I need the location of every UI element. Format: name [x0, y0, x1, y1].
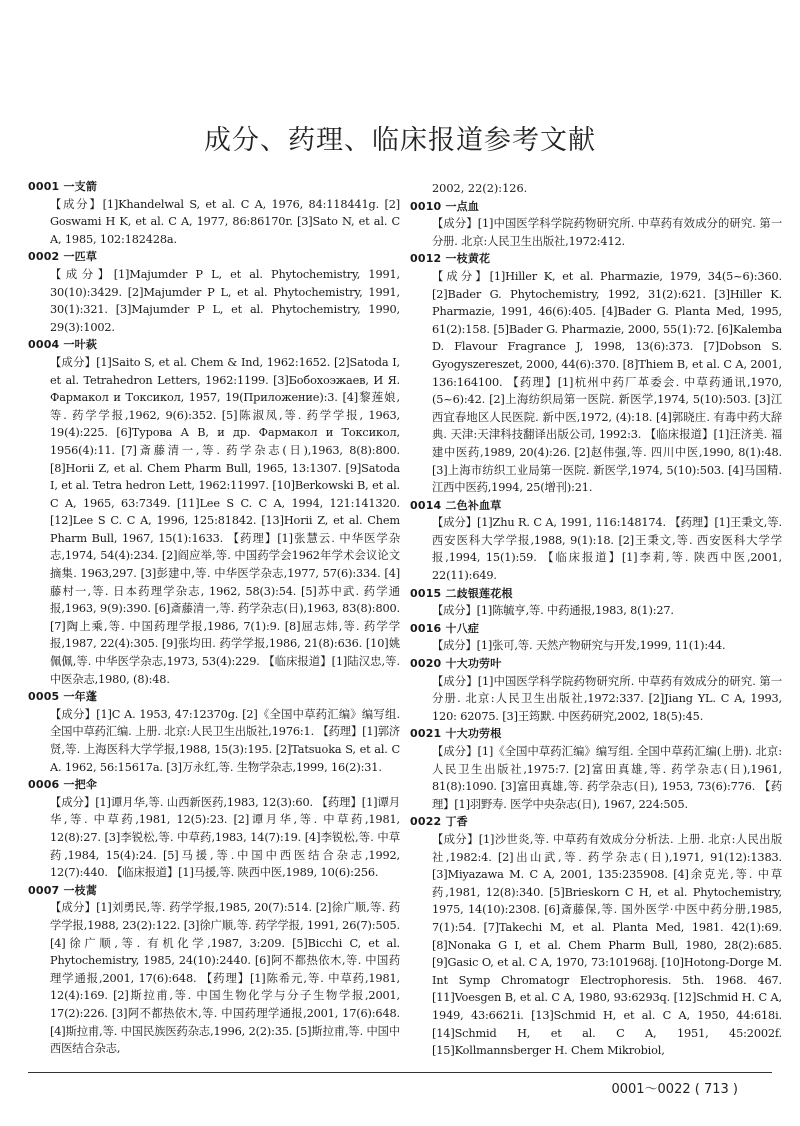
entry-references: 【成分】[1]C A. 1953, 47:12370g. [2]《全国中草药汇编》编写组. 全国中草药汇编. 上册. 北京:人民卫生出版社,1976:1. 【药理】[1]郭济贤,等. 上海医科大学学报,1988, 15(3):195. [2]Tatsuoka S, et al. C A. 1962, 56:15617a. [3]万永红,等. 生物学杂志,1999, 16(2):31. [50, 707, 400, 774]
entry-references: 【成分】[1]中国医学科学院药物研究所. 中草药有效成分的研究. 第一分册. 北京:人民卫生出版社,1972:412. [432, 217, 782, 248]
entry-references: 【成分】[1]Majumder P L, et al. Phytochemistry, 1991, 30(10):3429. [2]Majumder P L, et al. Phytochemistry, 1991, 30(1):321. [3]Majumder P L, et al. Phytochemistry, 1990, 29(3):1002. [50, 267, 400, 334]
entry-references: 【成分】[1]陈毓亨,等. 中药通报,1983, 8(1):27. [432, 604, 674, 618]
reference-entry [410, 813, 782, 1059]
reference-entry [28, 248, 400, 336]
entry-references: 【成分】[1]谭月华,等. 山西新医药,1983, 12(3):60. 【药理】[1]谭月华,等. 中草药,1981, 12(5):23. [2]谭月华,等. 中草药,1981, 12(8):27. [3]李锐松,等. 中草药,1983, 14(7):19. [4]李锐松,等. 中草药,1984, 15(4):24. [5]马援,等.中国中西医结合杂志,1992, 12(7):440. 【临床报道】[1]马援,等. 陕西中医,1989, 10(6):256. [50, 795, 400, 880]
entry-references: 【成分】[1]沙世炎,等. 中草药有效成分分析法. 上册. 北京:人民出版社,1982:4. [2]出山武,等. 药学杂志(日),1971, 91(12):1383. [3]Miyazawa M. C A, 2001, 135:235908. [4]余克光,等. 中草药,1981, 12(8):340. [5]Brieskorn C H, et al. Phytochemistry, 1975, 14(10):2308. [6]斎藤保,等. 国外医学·中医中药分册,1985, 7(1):54. [7]Takechi M, et al. Planta Med, 1981. 42(1):69. [8]Nonaka G I, et al. Chem Pharm Bull, 1980, 28(2):685. [9]Gasic O, et al. C A, 1970, 73:101968j. [10]Hotong-Dorge M. Int Symp Chromatogr Electrophoresis. 5th. 1968. 467. [11]Voesgen B, et al. C A, 1980, 93:6293q. [12]Schmid H. C A, 1949, 43:6621i. [13]Schmid H, et al. C A, 1950, 44:618i. [14]Schmid H, et al. C A, 1951, 45:2002f. [15]Kollmannsberger H. Chem Mikrobiol, [432, 832, 782, 1058]
reference-entry [28, 336, 400, 688]
entry-references: 【成分】[1]Khandelwal S, et al. C A, 1976, 84:118441g. [2] Goswami H K, et al. C A, 1977, 86:86170r. [3]Sato N, et al. C A, 1985, 102:182428a. [50, 197, 400, 246]
reference-entry [410, 585, 782, 620]
page-title: 成分、药理、临床报道参考文献 [204, 125, 596, 156]
continued-reference: 2002, 22(2):126. [432, 182, 528, 195]
reference-entry [410, 655, 782, 725]
reference-entry [410, 497, 782, 585]
entry-heading: 0022 丁香 [410, 815, 468, 829]
entry-heading: 0001 一支箭 [28, 180, 98, 193]
entry-heading: 0012 一枝黄花 [410, 252, 491, 266]
reference-entry [28, 776, 400, 882]
entry-references: 【成分】[1]张可,等. 天然产物研究与开发,1999, 11(1):44. [432, 639, 726, 653]
entry-heading: 0016 十八症 [410, 621, 480, 635]
entry-references: 【成分】[1]Saito S, et al. Chem & Ind, 1962:1652. [2]Satoda I, et al. Tetrahedron Letters, 1962:1199. [3]Бобохоэжаев, И Я. Фармакол и Токсикол, 1957, 19(Приложение):3. [4]黎莲娘,等. 药学学报,1962, 9(6):352. [5]陈淑凤,等. 药学学报, 1963, 19(4):225. [6]Турова А В, и др. Фармакол и Токсикол, 1956(4):11. [7]斎藤清一,等. 药学杂志(日),1963, 8(8):800. [8]Horii Z, et al. Chem Pharm Bull, 1965, 13:1307. [9]Satoda I, et al. Tetra hedron Lett, 1962:11997. [10]Berkowski B, et al. C A, 1965, 63:7349. [11]Lee S C. C A, 1994, 121:141320. [12]Lee S C. C A, 1996, 125:81842. [13]Horii Z, et al. Chem Pharm Bull, 1967, 15(1):1633. 【药理】[1]张慧云. 中华医学杂志,1974, 54(4):234. [2]阎应举,等. 中国药学会1962年学术会议论文摘集. 1963,297. [3]彭建中,等. 中华医学杂志,1977, 57(6):334. [4]藤村一,等. 日本药理学杂志, 1962, 58(3):54. [5]苏中武. 药学通报,1963, 9(9):390. [6]斎藤清一,等. 药学杂志(日),1963, 83(8):800. [7]陶上乘,等. 中国药理学报,1986, 7(1):9. [8]屈志炜,等. 药学学报,1987, 22(4):305. [9]张均田. 药学学报,1986, 21(8):636. [10]姚佩佩,等. 中华医学杂志,1973, 53(4):229. 【临床报道】[1]陆汉忠,等. 中医杂志,1980, (8):48. [50, 355, 400, 686]
entry-range: 0001～0022 [611, 1082, 691, 1097]
entry-heading: 0002 一匹草 [28, 250, 98, 264]
entry-heading: 0021 十大功劳根 [410, 727, 502, 741]
entry-heading: 0010 一点血 [410, 199, 480, 213]
reference-entry [28, 688, 400, 776]
reference-entry [28, 178, 400, 248]
entry-references: 【成分】[1]刘勇民,等. 药学学报,1985, 20(7):514. [2]徐广顺,等. 药学学报,1988, 23(2):122. [3]徐广顺,等. 药学学报, 1991, 26(7):505. [4]徐广顺,等. 有机化学,1987, 3:209. [5]Bicchi C, et al. Phytochemistry, 1985, 24(10):2440. [6]阿不都热依木,等. 中国药理学通报,2001, 17(6):648. 【药理】[1]陈希元,等. 中草药,1981, 12(4):169. [2]斯拉甫,等. 中国生物化学与分子生物学报,2001, 17(2):226. [3]阿不都热依木,等. 中国药理学通报,2001, 17(6):648. [4]斯拉甫,等. 中国民族医药杂志,1996, 2(2):35. [5]斯拉甫,等. 中国中西医结合杂志, [50, 901, 400, 1056]
page-footer [611, 1078, 738, 1097]
reference-entry [410, 620, 782, 655]
entry-heading: 0004 一叶萩 [28, 338, 98, 352]
entry-heading: 0020 十大功劳叶 [410, 657, 502, 671]
reference-entry [410, 198, 782, 251]
left-column [28, 178, 400, 1058]
entry-references: 【成分】[1]Zhu R. C A, 1991, 116:148174. 【药理】[1]王秉文,等. 西安医科大学学报,1988, 9(1):18. [2]王秉文,等. 西安医科大学学报,1994, 15(1):59. 【临床报道】[1]李莉,等. 陕西中医,2001, 22(11):649. [432, 516, 782, 583]
entry-heading: 0005 一年蓬 [28, 690, 98, 704]
entry-references: 【成分】[1]《全国中草药汇编》编写组. 全国中草药汇编(上册). 北京:人民卫生出版社,1975:7. [2]富田真雄,等. 药学杂志(日),1961, 81(8):1090. [3]富田真雄,等. 药学杂志(日), 1953, 73(6):776. 【药理】[1]羽野寿. 医学中央杂志(日), 1967, 224:505. [432, 745, 782, 811]
reference-entry [410, 725, 782, 813]
reference-entry [28, 882, 400, 1058]
right-column [410, 180, 782, 1060]
entry-heading: 0015 二歧银莲花根 [410, 586, 513, 600]
reference-entry [410, 250, 782, 496]
entry-references: 【成分】[1]Hiller K, et al. Pharmazie, 1979, 34(5~6):360. [2]Bader G. Phytochemistry, 1992, 31(2):621. [3]Hiller K. Pharmazie, 1991, 46(6):405. [4]Bader G. Planta Med, 1995, 61(2):158. [5]Bader G. Pharmazie, 2000, 55(1):72. [6]Kalemba D. Flavour Fragrance J, 1998, 13(6):373. [7]Dobson S. Gyogyszereszet, 2000, 44(6):370. [8]Thiem B, et al. C A, 2001, 136:164100. 【药理】[1]杭州中药厂革委会. 中草药通讯,1970, (5~6):42. [2]上海纺织局第一医院. 新医学,1974, 5(10):503. [3]江西宜春地区人民医院. 新中医,1972, (4):18. [4]郭晓庄. 有毒中药大辞典. 天津:天津科技翻译出版公司, 1992:3. 【临床报道】[1]汪济美. 福建中医药,1989, 20(4):26. [2]赵伟强,等. 四川中医,1990, 8(1):48. [3]上海市纺织工业局第一医院. 新医学,1974, 5(10):503. [4]马国精. 江西中医药,1994, 25(增刊):21. [432, 269, 782, 495]
entry-references: 【成分】[1]中国医学科学院药物研究所. 中草药有效成分的研究. 第一分册. 北京:人民卫生出版社,1972:337. [2]Jiang YL. C A, 1993, 120: 62075. [3]王筠默. 中医药研究,2002, 18(5):45. [432, 674, 782, 723]
entry-heading: 0007 一枝蒿 [28, 883, 98, 897]
page-number: ( 713 ) [694, 1082, 738, 1097]
footer-divider [28, 1072, 772, 1073]
entry-heading: 0014 二色补血草 [410, 498, 502, 512]
entry-heading: 0006 一把伞 [28, 778, 98, 792]
